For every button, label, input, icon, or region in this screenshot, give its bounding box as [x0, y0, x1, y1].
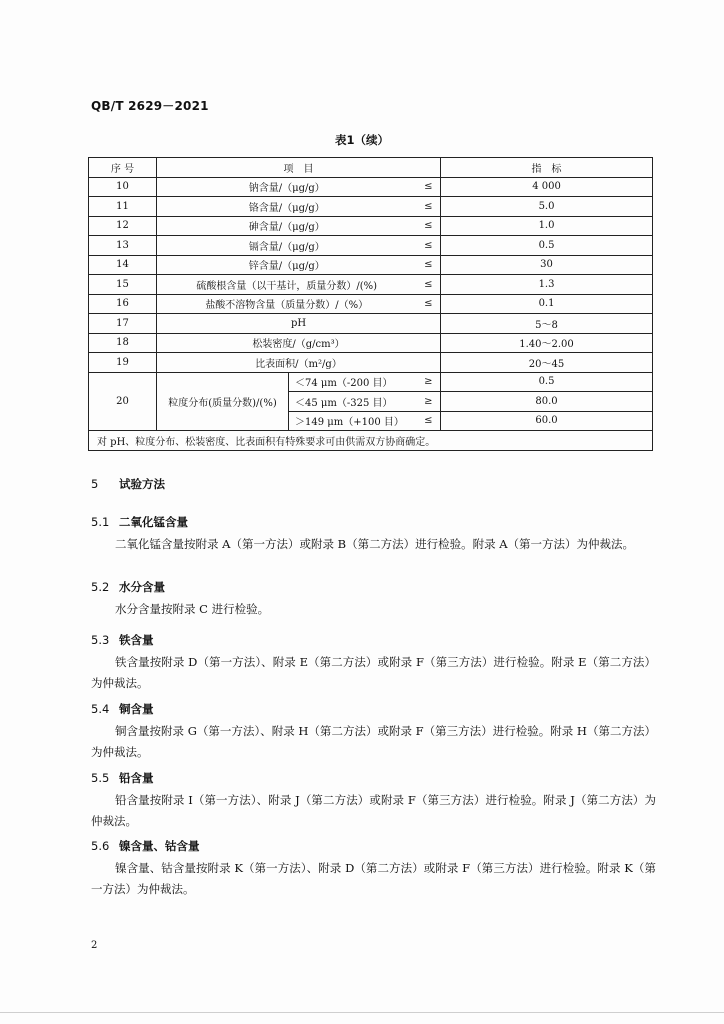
- row-value: 5～8: [441, 314, 653, 334]
- subsection-heading: 5.5 铅含量: [91, 771, 154, 785]
- row-seq: 17: [89, 314, 157, 334]
- row-value: 5.0: [441, 197, 653, 217]
- row-item: 松装密度/（g/cm³）: [157, 333, 441, 353]
- row-comparator: ≤: [417, 294, 441, 314]
- row-item: 钠含量/（μg/g）: [157, 177, 417, 197]
- row-item: 铬含量/（μg/g）: [157, 197, 417, 217]
- row-value: 0.1: [441, 294, 653, 314]
- table-row: [89, 177, 653, 197]
- subsection-heading: 5.1 二氧化锰含量: [91, 515, 188, 529]
- subsection-text: 二氧化锰含量按附录 A（第一方法）或附录 B（第二方法）进行检验。附录 A（第一方法）为仲裁法。: [115, 537, 635, 551]
- table-row: [89, 372, 653, 392]
- subsection-text: 铜含量按附录 G（第一方法）、附录 H（第二方法）或附录 F（第三方法）进行检验。附录 H（第二方法）为仲裁法。: [91, 724, 656, 759]
- row-value: 0.5: [441, 372, 653, 392]
- row-value: 1.3: [441, 275, 653, 295]
- subsection-heading: 5.2 水分含量: [91, 580, 165, 594]
- table-row: [89, 333, 653, 353]
- sub-item: ＜45 μm（-325 目）: [289, 392, 417, 412]
- table-row: [89, 236, 653, 256]
- row-item: 砷含量/（μg/g）: [157, 216, 417, 236]
- row-item: 硫酸根含量（以干基计，质量分数）/(%): [157, 275, 417, 295]
- subsection-text: 镍含量、钴含量按附录 K（第一方法）、附录 D（第二方法）或附录 F（第三方法）进行检验。附录 K（第一方法）为仲裁法。: [91, 861, 656, 896]
- table-row: [89, 255, 653, 275]
- standard-number: QB/T 2629－2021: [91, 99, 209, 113]
- row-item: 锌含量/（μg/g）: [157, 255, 417, 275]
- row-item: 比表面积/（m²/g）: [157, 353, 441, 373]
- table-row: [89, 353, 653, 373]
- row-value: 1.0: [441, 216, 653, 236]
- table-note-row: [89, 431, 653, 451]
- table-row: [89, 294, 653, 314]
- table-caption: 表1（续）: [334, 133, 389, 147]
- row-value: 30: [441, 255, 653, 275]
- row-seq: 13: [89, 236, 157, 256]
- table-row: [89, 314, 653, 334]
- row-value: 4 000: [441, 177, 653, 197]
- sub-item: ＜74 μm（-200 目）: [289, 372, 417, 392]
- row-value: 0.5: [441, 236, 653, 256]
- row-item: 盐酸不溶物含量（质量分数）/（%）: [157, 294, 417, 314]
- row-item: 粒度分布(质量分数)/(%): [157, 372, 289, 431]
- subsection-text: 铁含量按附录 D（第一方法）、附录 E（第二方法）或附录 F（第三方法）进行检验。附录 E（第二方法）为仲裁法。: [91, 655, 656, 690]
- table-row: [89, 216, 653, 236]
- header-item: 项 目: [157, 158, 441, 178]
- row-comparator: ≤: [417, 197, 441, 217]
- header-seq: 序 号: [89, 158, 157, 178]
- row-value: 60.0: [441, 411, 653, 431]
- subsection-heading: 5.3 铁含量: [91, 633, 154, 647]
- subsection-text: 水分含量按附录 C 进行检验。: [115, 602, 270, 616]
- page-number: 2: [91, 940, 98, 951]
- row-seq: 14: [89, 255, 157, 275]
- row-seq: 16: [89, 294, 157, 314]
- row-seq: 15: [89, 275, 157, 295]
- row-comparator: ≥: [417, 372, 441, 392]
- footer-divider: [0, 1012, 724, 1013]
- subsection-heading: 5.4 铜含量: [91, 702, 154, 716]
- row-seq: 12: [89, 216, 157, 236]
- row-value: 80.0: [441, 392, 653, 412]
- header-index: 指 标: [441, 158, 653, 178]
- row-comparator: ≤: [417, 255, 441, 275]
- table-row: [89, 197, 653, 217]
- row-seq: 20: [89, 372, 157, 431]
- table-note: 对 pH、粒度分布、松装密度、比表面积有特殊要求可由供需双方协商确定。: [89, 431, 653, 451]
- row-seq: 11: [89, 197, 157, 217]
- row-comparator: ≤: [417, 236, 441, 256]
- subsection-heading: 5.6 镍含量、钴含量: [91, 839, 200, 853]
- row-value: 1.40～2.00: [441, 333, 653, 353]
- spec-table: [88, 157, 653, 451]
- table-header-row: [89, 158, 653, 178]
- sub-item: ＞149 μm（+100 目）: [289, 411, 417, 431]
- row-comparator: ≥: [417, 392, 441, 412]
- table-row: [89, 275, 653, 295]
- subsection-text: 铅含量按附录 I（第一方法）、附录 J（第二方法）或附录 F（第三方法）进行检验。附录 J（第二方法）为仲裁法。: [91, 793, 656, 828]
- row-comparator: ≤: [417, 411, 441, 431]
- row-seq: 18: [89, 333, 157, 353]
- row-item: 镉含量/（μg/g）: [157, 236, 417, 256]
- row-comparator: ≤: [417, 177, 441, 197]
- row-comparator: ≤: [417, 216, 441, 236]
- row-comparator: ≤: [417, 275, 441, 295]
- row-seq: 10: [89, 177, 157, 197]
- row-value: 20～45: [441, 353, 653, 373]
- section-heading: 5 试验方法: [91, 477, 165, 491]
- row-seq: 19: [89, 353, 157, 373]
- row-item: pH: [157, 314, 441, 334]
